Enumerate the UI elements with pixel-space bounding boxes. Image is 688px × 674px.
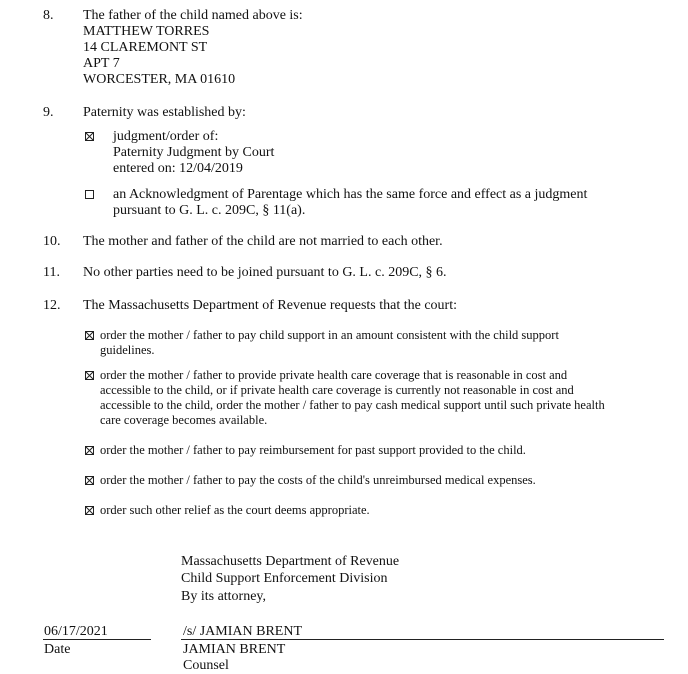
date-rule xyxy=(43,639,151,640)
request-2-line-2: accessible to the child, or if private health care coverage is currently not reasonable in cost and xyxy=(100,383,574,397)
item-10-number: 10. xyxy=(43,234,61,249)
request-3-line-1: order the mother / father to pay reimbursement for past support provided to the child. xyxy=(100,443,526,457)
attorney-title: Counsel xyxy=(183,658,229,673)
request-checkbox[interactable] xyxy=(85,506,94,515)
signature: /s/ JAMIAN BRENT xyxy=(183,624,303,639)
item-11-number: 11. xyxy=(43,265,60,280)
item-9-number: 9. xyxy=(43,105,54,120)
request-checkbox[interactable] xyxy=(85,446,94,455)
request-2-line-4: care coverage becomes available. xyxy=(100,413,268,427)
father-street: 14 CLAREMONT ST xyxy=(83,40,208,55)
acknowledgment-line-2: pursuant to G. L. c. 209C, § 11(a). xyxy=(113,203,306,218)
judgment-checkbox[interactable] xyxy=(85,132,94,141)
item-8-text: The father of the child named above is: xyxy=(83,8,303,23)
request-checkbox[interactable] xyxy=(85,371,94,380)
request-checkbox[interactable] xyxy=(85,331,94,340)
request-2-line-1: order the mother / father to provide private health care coverage that is reasonable in cost and xyxy=(100,368,568,382)
judgment-date: entered on: 12/04/2019 xyxy=(113,161,243,176)
request-checkbox[interactable] xyxy=(85,476,94,485)
acknowledgment-checkbox[interactable] xyxy=(85,190,94,199)
item-10-text: The mother and father of the child are not married to each other. xyxy=(83,234,443,249)
acknowledgment-line-1: an Acknowledgment of Parentage which has the same force and effect as a judgment xyxy=(113,187,588,202)
date-label: Date xyxy=(44,642,71,657)
item-8-number: 8. xyxy=(43,8,54,23)
item-12-number: 12. xyxy=(43,298,61,313)
request-1-line-2: guidelines. xyxy=(100,343,155,357)
item-9-text: Paternity was established by: xyxy=(83,105,246,120)
signature-rule xyxy=(181,639,664,640)
agency-name: Massachusetts Department of Revenue xyxy=(181,554,400,569)
item-11-text: No other parties need to be joined pursuant to G. L. c. 209C, § 6. xyxy=(83,265,447,280)
father-city: WORCESTER, MA 01610 xyxy=(83,72,236,87)
request-4-line-1: order the mother / father to pay the costs of the child's unreimbursed medical expenses. xyxy=(100,473,536,487)
request-5-line-1: order such other relief as the court deems appropriate. xyxy=(100,503,370,517)
date-value: 06/17/2021 xyxy=(44,624,108,639)
judgment-type: Paternity Judgment by Court xyxy=(113,145,275,160)
judgment-label: judgment/order of: xyxy=(113,129,219,144)
father-apt: APT 7 xyxy=(83,56,120,71)
attorney-name: JAMIAN BRENT xyxy=(183,642,286,657)
item-12-text: The Massachusetts Department of Revenue requests that the court: xyxy=(83,298,457,313)
by-attorney: By its attorney, xyxy=(181,589,267,604)
division-name: Child Support Enforcement Division xyxy=(181,571,388,586)
request-2-line-3: accessible to the child, order the mother / father to pay cash medical support until such private health xyxy=(100,398,605,412)
father-name: MATTHEW TORRES xyxy=(83,24,210,39)
request-1-line-1: order the mother / father to pay child support in an amount consistent with the child support xyxy=(100,328,559,342)
